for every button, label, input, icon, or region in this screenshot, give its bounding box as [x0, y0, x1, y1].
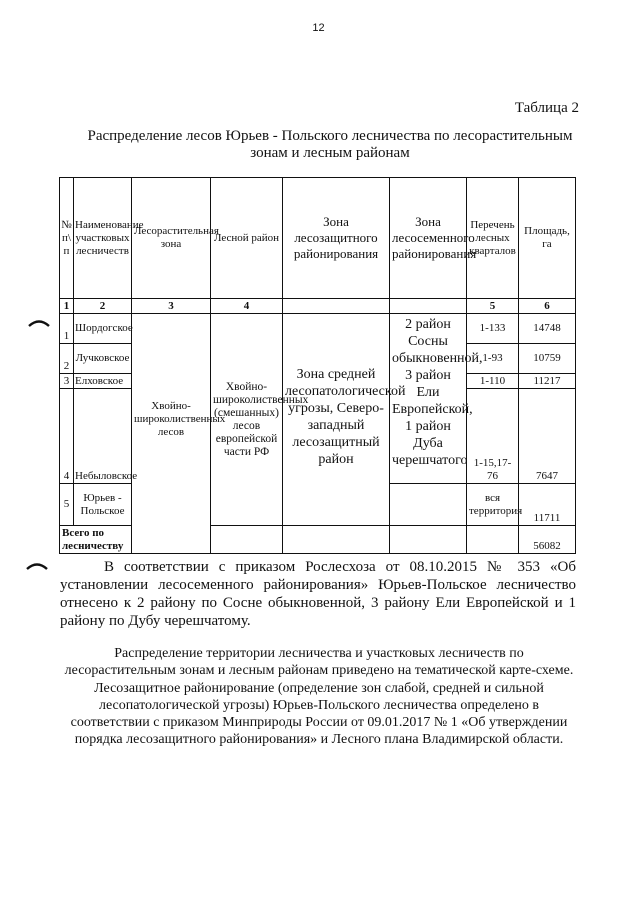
row-name: Лучковское [74, 344, 132, 374]
row-name: Елховское [74, 374, 132, 389]
header-kvartaly: Перечень лесных кварталов [467, 178, 519, 299]
table-label: Таблица 2 [514, 100, 579, 116]
row-area: 11217 [519, 374, 576, 389]
row-kvartaly: 1-15,17-76 [467, 389, 519, 484]
total-empty [390, 526, 467, 554]
row-name: Юрьев - Польское [74, 484, 132, 526]
total-row [60, 526, 576, 554]
paragraph-territory: Распределение территории лесничества и участковых лесничеств по лесорастительным зонам и лесным районам приведено на тематической карте-схеме. [64, 646, 574, 678]
header-protect-zone: Зона лесозащитного районирования [283, 178, 390, 299]
row-number: 2 [60, 344, 74, 374]
seed-zone-empty [390, 484, 467, 526]
total-empty [132, 526, 211, 554]
zone-cell: Хвойно-широколиственных лесов [132, 314, 211, 526]
row-kvartaly: вся территория [467, 484, 519, 526]
header-area: Площадь, га [519, 178, 576, 299]
header-district: Лесной район [211, 178, 283, 299]
paragraph-seed-zoning: В соответствии с приказом Рослесхоза от 08.10.2015 № 353 «Об установлении лесосеменного районирования» Юрьев-Польское лесничество отнесено к 2 району по Сосне обыкновенной, 3 району Ели Европейской и 1 району по Дубу черешчатому. [60, 559, 576, 629]
row-kvartaly: 1-133 [467, 314, 519, 344]
table-row [60, 314, 576, 344]
total-empty [283, 526, 390, 554]
row-number: 1 [60, 314, 74, 344]
header-name: Наименование участковых лесничеств [74, 178, 132, 299]
page-number: 12 [312, 22, 325, 34]
col-num: 3 [132, 299, 211, 314]
row-area: 11711 [519, 484, 576, 526]
paragraph-protection: Лесозащитное районирование (определение зон слабой, средней и сильной лесопатологической угрозы) Юрьев-Польского лесничества определено в соответствии с приказом Минприроды России от 09.01.2017 № 1 «Об утверждении порядка лесозащитного районирования» и Лесного плана Владимирской области. [70, 681, 568, 747]
header-seed-zone: Зона лесосеменного районирования [390, 178, 467, 299]
margin-mark-icon [28, 318, 50, 328]
total-label: Всего по лесничеству [60, 526, 132, 554]
col-num: 4 [211, 299, 283, 314]
row-number: 4 [60, 389, 74, 484]
margin-mark-icon [26, 561, 48, 571]
header-row [60, 178, 576, 299]
table-title: Распределение лесов Юрьев - Польского лесничества по лесорастительным зонам и лесным районам [87, 128, 573, 161]
header-zone: Лесорастительная зона [132, 178, 211, 299]
row-number: 3 [60, 374, 74, 389]
col-num [283, 299, 390, 314]
total-empty [467, 526, 519, 554]
header-number: № п\ п [60, 178, 74, 299]
row-kvartaly: 1-110 [467, 374, 519, 389]
row-name: Шордогское [74, 314, 132, 344]
col-num: 2 [74, 299, 132, 314]
protect-zone-cell: Зона средней лесопатологической угрозы, Северо-западный лесозащитный район [283, 314, 390, 526]
col-num: 1 [60, 299, 74, 314]
total-value: 56082 [519, 526, 576, 554]
row-area: 14748 [519, 314, 576, 344]
forest-distribution-table [59, 177, 576, 554]
col-num: 5 [467, 299, 519, 314]
total-empty [211, 526, 283, 554]
col-num: 6 [519, 299, 576, 314]
column-number-row [60, 299, 576, 314]
district-cell: Хвойно-широколиственных (смешанных) лесов европейской части РФ [211, 314, 283, 526]
row-name: Небыловское [74, 389, 132, 484]
row-area: 7647 [519, 389, 576, 484]
seed-zone-cell: 2 район Сосны обыкновенной, 3 район Ели Европейской, 1 район Дуба черешчатого [390, 314, 467, 484]
col-num [390, 299, 467, 314]
row-kvartaly: 1-93 [467, 344, 519, 374]
row-number: 5 [60, 484, 74, 526]
row-area: 10759 [519, 344, 576, 374]
